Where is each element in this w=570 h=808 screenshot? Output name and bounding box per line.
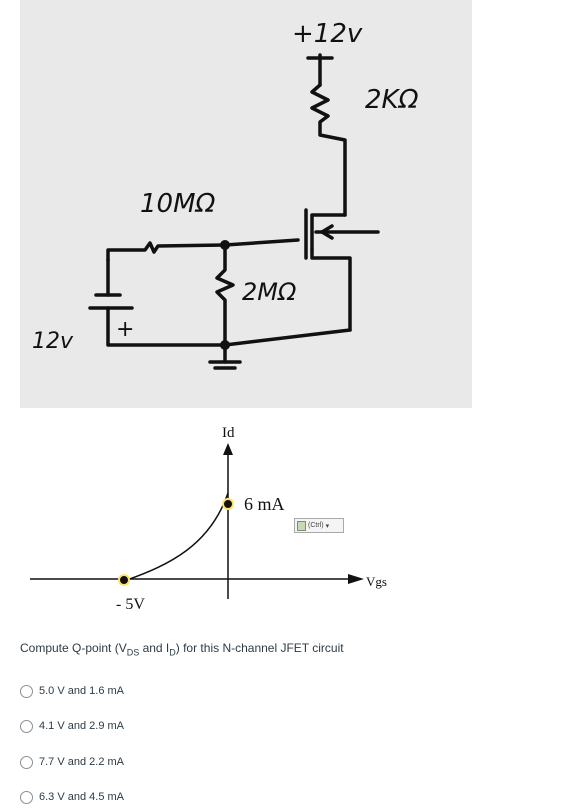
answer-option-1[interactable]: [20, 680, 124, 702]
gate-wire: [225, 240, 298, 245]
transfer-curve: [20, 415, 460, 620]
drain-resistor-label: 2KΩ: [365, 85, 419, 115]
radio-button[interactable]: [20, 756, 33, 769]
chevron-down-icon: ▾: [325, 522, 330, 530]
vp-point: [119, 575, 129, 585]
bottom-resistor: [217, 245, 233, 345]
transfer-svg: [20, 415, 460, 620]
ground-node: [220, 340, 230, 350]
supply-label: +12v: [292, 19, 363, 49]
circuit-svg: [20, 0, 472, 408]
top-resistor: [108, 243, 225, 260]
radio-button[interactable]: [20, 720, 33, 733]
option-label: 6.3 V and 4.5 mA: [39, 791, 124, 803]
paste-options-button[interactable]: [294, 518, 344, 533]
ground-symbol: [210, 362, 240, 368]
radio-button[interactable]: [20, 685, 33, 698]
answer-option-2[interactable]: [20, 715, 124, 737]
idss-label: 6 mA: [244, 494, 285, 514]
x-axis-label: Vgs: [366, 574, 387, 589]
option-label: 5.0 V and 1.6 mA: [39, 685, 124, 697]
paste-badge-label: (Ctrl): [308, 522, 324, 529]
gate-node: [220, 240, 230, 250]
transfer-curve-line: [124, 493, 228, 581]
x-axis-arrow: [348, 574, 364, 584]
battery-polarity: +: [116, 317, 135, 342]
drain-resistor: [312, 85, 345, 215]
bottom-wire: [108, 308, 350, 345]
y-axis-label: Id: [222, 425, 235, 441]
vp-label: - 5V: [116, 596, 145, 613]
option-label: 7.7 V and 2.2 mA: [39, 756, 124, 768]
clipboard-icon: [297, 521, 306, 531]
idss-point: [223, 499, 233, 509]
source-wire: [312, 250, 350, 330]
y-axis-arrow: [223, 443, 233, 455]
answer-option-4[interactable]: [20, 786, 124, 808]
option-label: 4.1 V and 2.9 mA: [39, 720, 124, 732]
battery-label: 12v: [32, 329, 74, 354]
answer-option-3[interactable]: [20, 751, 124, 773]
question-text: Compute Q-point ($V_{DS}$ and $I_D$) for this N-channel JFET circuit: [20, 641, 344, 658]
circuit-diagram: [20, 0, 472, 408]
gate-resistor-top-label: 10MΩ: [140, 189, 216, 219]
gate-resistor-bottom-label: 2MΩ: [242, 278, 297, 306]
